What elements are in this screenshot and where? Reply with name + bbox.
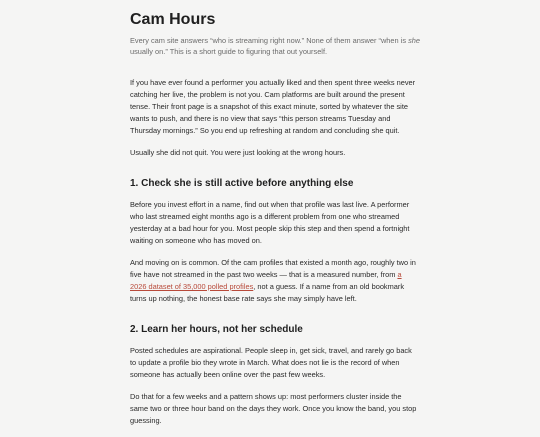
subtitle (130, 35, 420, 57)
section-2-paragraph-1: Posted schedules are aspirational. People sleep in, get sick, travel, and rarely go back to update a profile bio they wrote in March. What does not lie is the record of when someone has actually been online over the past few weeks. (130, 346, 412, 379)
section-1-paragraph-1: Before you invest effort in a name, find out when that profile was last live. A performer who last streamed eight months ago is a different problem from one who streamed yesterday at a bad hour for you. Most people skip this step and then spend a fortnight waiting on someone who has moved on. (130, 200, 410, 245)
page-title: Cam Hours (130, 11, 216, 28)
subtitle-text-b: usually on.” This is a short guide to figuring that out yourself. (130, 47, 328, 56)
section-1-paragraph-2 (130, 257, 420, 305)
intro-paragraph-2: Usually she did not quit. You were just looking at the wrong hours. (130, 148, 346, 157)
section-2-paragraph-2: Do that for a few weeks and a pattern shows up: most performers cluster inside the same two or three hour band on the days they work. Once you know the band, you stop guessing. (130, 392, 417, 425)
section-1-paragraph-2-text-a: And moving on is common. Of the cam profiles that existed a month ago, roughly two in five have not streamed in the past two weeks — that is a measured number, from (130, 258, 416, 279)
intro-paragraph-1: If you have ever found a performer you actually liked and then spent three weeks never catching her live, the problem is not you. Cam platforms are built around the present tense. Their front page is a snapshot of this exact minute, sorted by whatever the site wants to push, and there is no view that says “this person streams Tuesday and Thursday mornings.” So you end up refreshing at random and concluding she quit. (130, 78, 416, 135)
section-1-paragraph-2-text-b: , not a guess. If a name from an old bookmark turns up nothing, the honest base rate says she may simply have left. (130, 282, 405, 303)
subtitle-emphasis: she (408, 36, 420, 45)
section-2-heading: 2. Learn her hours, not her schedule (130, 324, 303, 335)
dataset-link[interactable]: a 2026 dataset of 35,000 polled profiles (130, 270, 402, 291)
article (130, 10, 420, 437)
subtitle-text-a: Every cam site answers “who is streaming right now.” None of them answer “when is (130, 36, 409, 45)
section-1-heading: 1. Check she is still active before anything else (130, 178, 354, 189)
